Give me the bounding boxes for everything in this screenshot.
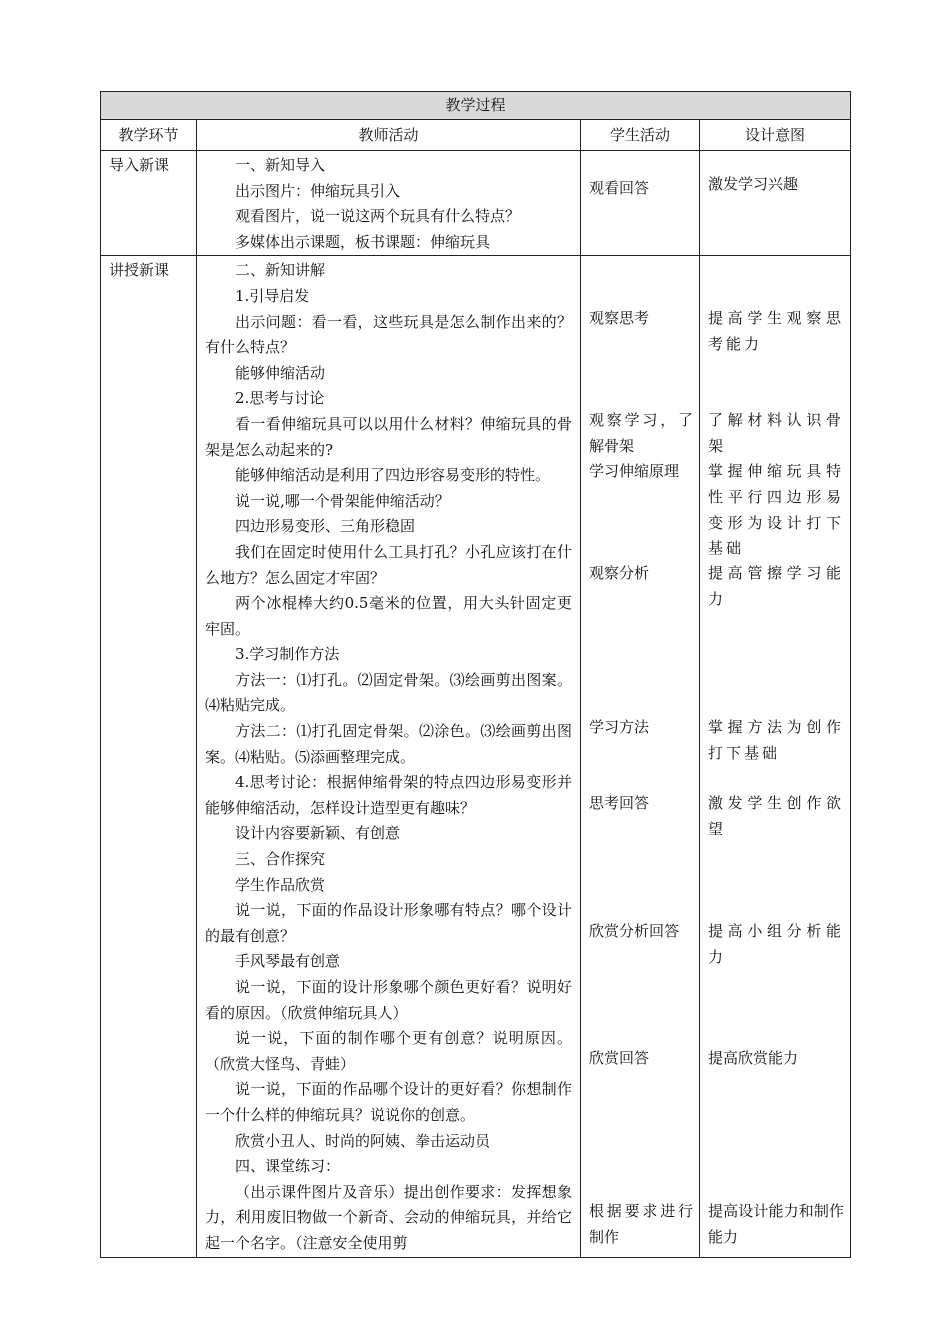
design-intent: 提高设计能力和制作能力 (708, 1202, 845, 1246)
teacher-activity-cell (197, 256, 581, 1257)
design-intent: 提高学生观察思考能力 (708, 309, 845, 353)
teacher-line: 4.思考讨论：根据伸缩骨架的特点四边形易变形并能够伸缩活动，怎样设计造型更有趣味？ (205, 773, 572, 817)
student-activity: 观察学习，了解骨架 (589, 411, 693, 455)
teacher-line: 说一说，下面的作品设计形象哪有特点？哪个设计的最有创意？ (205, 901, 572, 945)
student-activity: 观察思考 (589, 309, 650, 328)
header-teacher: 教师活动 (197, 120, 581, 151)
teacher-line: 1.引导启发 (235, 286, 310, 305)
teacher-line: 学生作品欣赏 (235, 875, 326, 894)
table-title: 教学过程 (101, 92, 851, 120)
teacher-line: 设计内容要新颖、有创意 (235, 824, 401, 843)
teacher-line: 说一说,哪一个骨架能伸缩活动？ (235, 491, 450, 510)
student-activity-cell (581, 256, 700, 1257)
teacher-line: 欣赏小丑人、时尚的阿姨、拳击运动员 (235, 1131, 491, 1150)
teacher-line: 2.思考与讨论 (235, 389, 325, 408)
teacher-line: 能够伸缩活动 (235, 363, 326, 382)
teacher-line: 能够伸缩活动是利用了四边形容易变形的特性。 (235, 466, 551, 485)
teacher-line: 说一说，下面的作品哪个设计的更好看？你想制作一个什么样的伸缩玩具？说说你的创意。 (205, 1080, 572, 1124)
teacher-line: 方法二：⑴打孔固定骨架。⑵涂色。⑶绘画剪出图案。⑷粘贴。⑸添画整理完成。 (205, 722, 572, 766)
design-intent-cell (700, 256, 851, 1257)
design-intent: 了解材料认识骨架 (708, 411, 845, 455)
teacher-line: 二、新知讲解 (235, 261, 326, 280)
header-student: 学生活动 (581, 120, 700, 151)
teacher-line: 我们在固定时使用什么工具打孔？小孔应该打在什么地方？怎么固定才牢固？ (205, 542, 572, 587)
header-intent: 设计意图 (700, 120, 851, 151)
design-intent: 掌握方法为创作打下基础 (708, 718, 845, 762)
student-activity-cell (581, 151, 700, 256)
student-activity: 观察分析 (589, 564, 650, 583)
student-activity: 思考回答 (589, 794, 650, 813)
teacher-line: 手风琴最有创意 (235, 952, 341, 971)
teacher-line: 两个冰棍棒大约0.5毫米的位置，用大头针固定更牢固。 (205, 594, 572, 638)
design-intent: 激发学习兴趣 (708, 175, 799, 193)
design-intent: 提高小组分析能力 (708, 922, 845, 966)
teacher-line: 出示图片：伸缩玩具引入 (235, 181, 401, 200)
teacher-line: 说一说，下面的制作哪个更有创意？说明原因。（欣赏大怪鸟、青蛙） (205, 1029, 572, 1073)
student-activity: 欣赏回答 (589, 1049, 650, 1068)
teacher-line: 说一说，下面的设计形象哪个颜色更好看？说明好看的原因。（欣赏伸缩玩具人） (205, 978, 572, 1022)
design-intent: 提高欣赏能力 (708, 1049, 799, 1068)
table-title-row (101, 92, 851, 120)
student-activity: 欣赏分析回答 (589, 922, 680, 941)
teacher-line: 四边形易变形、三角形稳固 (235, 517, 416, 536)
teacher-line: 多媒体出示课题，板书课题：伸缩玩具 (235, 232, 491, 251)
teacher-line: 方法一：⑴打孔。⑵固定骨架。⑶绘画剪出图案。⑷粘贴完成。 (205, 670, 572, 715)
teacher-line: 一、新知导入 (235, 156, 326, 174)
student-activity: 学习伸缩原理 (589, 462, 680, 481)
teacher-activity-cell (197, 151, 581, 256)
teacher-line: 四、课堂练习： (235, 1157, 341, 1176)
teacher-line: 3.学习制作方法 (235, 645, 340, 664)
design-intent: 提高管擦学习能力 (708, 564, 845, 608)
table-row (101, 256, 851, 1257)
stage-cell: 讲授新课 (101, 256, 197, 1257)
teacher-line: 看一看伸缩玩具可以以用什么材料？伸缩玩具的骨架是怎么动起来的? (205, 414, 572, 459)
teacher-line: 观看图片，说一说这两个玩具有什么特点？ (235, 207, 521, 226)
teacher-line: 三、合作探究 (235, 850, 326, 869)
design-intent: 掌握伸缩玩具特性平行四边形易变形为设计打下基础 (708, 462, 845, 558)
design-intent: 激发学生创作欲望 (708, 794, 845, 838)
header-stage: 教学环节 (101, 120, 197, 151)
student-activity: 观看回答 (589, 179, 650, 197)
design-intent-cell (700, 151, 851, 256)
teacher-line: 出示问题：看一看，这些玩具是怎么制作出来的？有什么特点？ (205, 312, 572, 357)
table-header-row (101, 120, 851, 151)
teaching-process-table (100, 91, 851, 1258)
student-activity: 学习方法 (589, 718, 650, 737)
table-row (101, 151, 851, 256)
student-activity: 根据要求进行制作 (589, 1202, 693, 1246)
teacher-line: （出示课件图片及音乐）提出创作要求：发挥想象力，利用废旧物做一个新奇、会动的伸缩玩具，并给它起一个名字。（注意安全使用剪 (205, 1182, 572, 1252)
stage-cell: 导入新课 (101, 151, 197, 256)
